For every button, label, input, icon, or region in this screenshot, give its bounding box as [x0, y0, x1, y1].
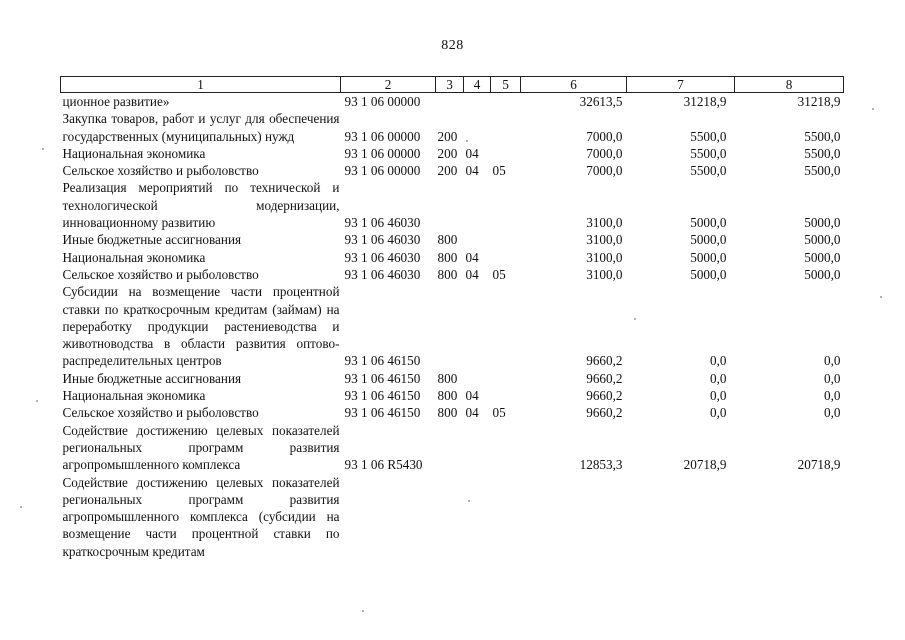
- row-target-code: 93 1 06 00000: [344, 94, 421, 109]
- row-target-code: 93 1 06 46150: [344, 388, 421, 404]
- row-expense-type: 200: [437, 145, 458, 161]
- row-section: 04: [465, 145, 479, 161]
- row-value-col8: 5000,0: [804, 249, 841, 265]
- row-section: 04: [465, 163, 479, 179]
- row-section: [464, 370, 491, 387]
- row-section: 04: [465, 388, 479, 404]
- scan-speck: [468, 500, 470, 502]
- scan-speck: [36, 400, 38, 402]
- row-section: [464, 283, 491, 369]
- row-name: Национальная экономика: [62, 249, 206, 265]
- row-value-col8: 5500,0: [804, 145, 841, 161]
- scan-speck: [466, 140, 468, 142]
- row-target-code: 93 1 06 00000: [344, 163, 421, 179]
- row-subsection: [491, 145, 521, 162]
- row-expense-type: 800: [437, 249, 458, 265]
- row-target-code: 93 1 06 46150: [344, 405, 421, 421]
- table-row: [61, 231, 844, 248]
- column-header-2: 2: [341, 77, 436, 93]
- row-section: 04: [465, 249, 479, 265]
- row-subsection: [491, 179, 521, 231]
- row-target-code: [341, 474, 436, 560]
- row-value-col7: 0,0: [710, 353, 727, 369]
- row-subsection: [491, 370, 521, 387]
- scan-speck: [362, 610, 364, 612]
- row-target-code: 93 1 06 00000: [344, 145, 421, 161]
- table-row: [61, 283, 844, 369]
- row-subsection: [491, 231, 521, 248]
- column-header-4: 4: [464, 77, 491, 93]
- table-row: [61, 266, 844, 283]
- row-subsection: [491, 249, 521, 266]
- table-row: [61, 93, 844, 111]
- row-section: 04: [465, 266, 479, 282]
- row-value-col8: 5500,0: [804, 163, 841, 179]
- row-target-code: 93 1 06 46030: [344, 249, 421, 265]
- row-expense-type: [436, 422, 464, 474]
- row-value-col6: 9660,2: [586, 405, 623, 421]
- row-subsection: [491, 110, 521, 145]
- row-subsection: 05: [492, 405, 506, 421]
- column-header-1: 1: [61, 77, 341, 93]
- row-name: Содействие достижению целевых показателей региональных программ развития агропромышленного комплекса: [62, 422, 340, 473]
- row-target-code: 93 1 06 R5430: [344, 457, 423, 473]
- table-row: [61, 179, 844, 231]
- row-value-col6: 3100,0: [586, 232, 623, 248]
- scan-speck: [20, 506, 22, 508]
- page-number: 828: [441, 38, 464, 53]
- row-section: [464, 179, 491, 231]
- row-name: Национальная экономика: [62, 145, 206, 161]
- row-subsection: [491, 93, 521, 111]
- row-name: Иные бюджетные ассигнования: [62, 232, 242, 248]
- row-section: [464, 422, 491, 474]
- row-name: ционное развитие»: [62, 94, 170, 109]
- row-value-col6: [521, 474, 627, 560]
- table-row: [61, 387, 844, 404]
- row-name: Содействие достижению целевых показателей региональных программ развития агропромышленного комплекса (субсидии на возмещение части процентной ставки по краткосрочным кредитам: [62, 474, 340, 559]
- table-row: [61, 110, 844, 145]
- column-header-8: 8: [735, 77, 844, 93]
- table-row: [61, 404, 844, 421]
- row-expense-type: 800: [437, 388, 458, 404]
- row-expense-type: 200: [437, 128, 458, 144]
- table-row: [61, 422, 844, 474]
- row-value-col8: 0,0: [824, 405, 841, 421]
- row-expense-type: 800: [437, 232, 458, 248]
- row-subsection: [491, 474, 521, 560]
- row-value-col7: 5000,0: [690, 215, 727, 231]
- row-value-col6: 3100,0: [586, 266, 623, 282]
- row-expense-type: [436, 283, 464, 369]
- row-value-col6: 7000,0: [586, 145, 623, 161]
- row-subsection: [491, 283, 521, 369]
- row-value-col6: 3100,0: [586, 249, 623, 265]
- row-name: Национальная экономика: [62, 388, 206, 404]
- row-expense-type: [436, 93, 464, 111]
- row-value-col7: 5500,0: [690, 163, 727, 179]
- row-value-col7: 5500,0: [690, 128, 727, 144]
- budget-table: [60, 76, 844, 560]
- row-name: Сельское хозяйство и рыболовство: [62, 405, 259, 421]
- row-section: 04: [465, 405, 479, 421]
- row-target-code: 93 1 06 46030: [344, 266, 421, 282]
- row-name: Субсидии на возмещение части процентной ставки по краткосрочным кредитам (займам) на переработку продукции растениеводства и животноводства в области развития оптово-распределительных центров: [62, 284, 340, 369]
- table-row: [61, 249, 844, 266]
- column-header-3: 3: [436, 77, 464, 93]
- row-value-col6: 9660,2: [586, 388, 623, 404]
- table-row: [61, 370, 844, 387]
- row-subsection: [491, 422, 521, 474]
- row-value-col6: 9660,2: [586, 353, 623, 369]
- row-value-col7: 5000,0: [690, 232, 727, 248]
- scan-speck: [634, 318, 636, 320]
- table-row: [61, 474, 844, 560]
- row-value-col7: 0,0: [710, 388, 727, 404]
- table-header: [61, 77, 844, 93]
- row-value-col7: 0,0: [710, 405, 727, 421]
- row-value-col6: 32613,5: [579, 94, 623, 109]
- row-value-col8: 0,0: [824, 353, 841, 369]
- row-value-col6: 7000,0: [586, 163, 623, 179]
- row-name: Иные бюджетные ассигнования: [62, 370, 242, 386]
- row-expense-type: 800: [437, 266, 458, 282]
- row-value-col6: 9660,2: [586, 370, 623, 386]
- row-target-code: 93 1 06 00000: [344, 128, 421, 144]
- row-section: [464, 474, 491, 560]
- row-subsection: 05: [492, 266, 506, 282]
- row-value-col7: 31218,9: [683, 94, 727, 109]
- row-name: Закупка товаров, работ и услуг для обеспечения государственных (муниципальных) нужд: [62, 111, 340, 144]
- row-target-code: 93 1 06 46030: [344, 232, 421, 248]
- scan-speck: [42, 148, 44, 150]
- row-value-col8: 0,0: [824, 370, 841, 386]
- row-expense-type: 800: [437, 405, 458, 421]
- row-value-col7: [627, 474, 735, 560]
- row-value-col7: 20718,9: [683, 457, 727, 473]
- row-value-col6: 3100,0: [586, 215, 623, 231]
- row-value-col7: 5500,0: [690, 145, 727, 161]
- row-expense-type: [436, 179, 464, 231]
- scan-speck: [872, 108, 874, 110]
- row-value-col7: 5000,0: [690, 266, 727, 282]
- column-header-7: 7: [627, 77, 735, 93]
- table-row: [61, 162, 844, 179]
- row-expense-type: 800: [437, 370, 458, 386]
- row-target-code: 93 1 06 46030: [344, 215, 421, 231]
- row-expense-type: [436, 474, 464, 560]
- row-section: [464, 93, 491, 111]
- row-value-col6: 12853,3: [579, 457, 623, 473]
- row-value-col8: 5000,0: [804, 232, 841, 248]
- row-value-col8: 31218,9: [797, 94, 841, 109]
- scan-speck: [880, 296, 882, 298]
- row-subsection: [491, 387, 521, 404]
- row-value-col8: 20718,9: [797, 457, 841, 473]
- row-value-col7: 0,0: [710, 370, 727, 386]
- column-header-5: 5: [491, 77, 521, 93]
- row-name: Сельское хозяйство и рыболовство: [62, 163, 259, 179]
- row-expense-type: 200: [437, 163, 458, 179]
- row-value-col8: 0,0: [824, 388, 841, 404]
- row-name: Сельское хозяйство и рыболовство: [62, 266, 259, 282]
- table-body: [61, 93, 844, 561]
- header-row: [61, 77, 844, 93]
- row-name: Реализация мероприятий по технической и технологической модернизации, инновационному развитию: [62, 180, 340, 231]
- row-target-code: 93 1 06 46150: [344, 370, 421, 386]
- row-value-col6: 7000,0: [586, 128, 623, 144]
- row-value-col7: 5000,0: [690, 249, 727, 265]
- row-value-col8: 5000,0: [804, 215, 841, 231]
- row-target-code: 93 1 06 46150: [344, 353, 421, 369]
- column-header-6: 6: [521, 77, 627, 93]
- row-section: [464, 231, 491, 248]
- row-value-col8: [735, 474, 844, 560]
- row-subsection: 05: [492, 163, 506, 179]
- table-row: [61, 145, 844, 162]
- row-value-col8: 5500,0: [804, 128, 841, 144]
- row-value-col8: 5000,0: [804, 266, 841, 282]
